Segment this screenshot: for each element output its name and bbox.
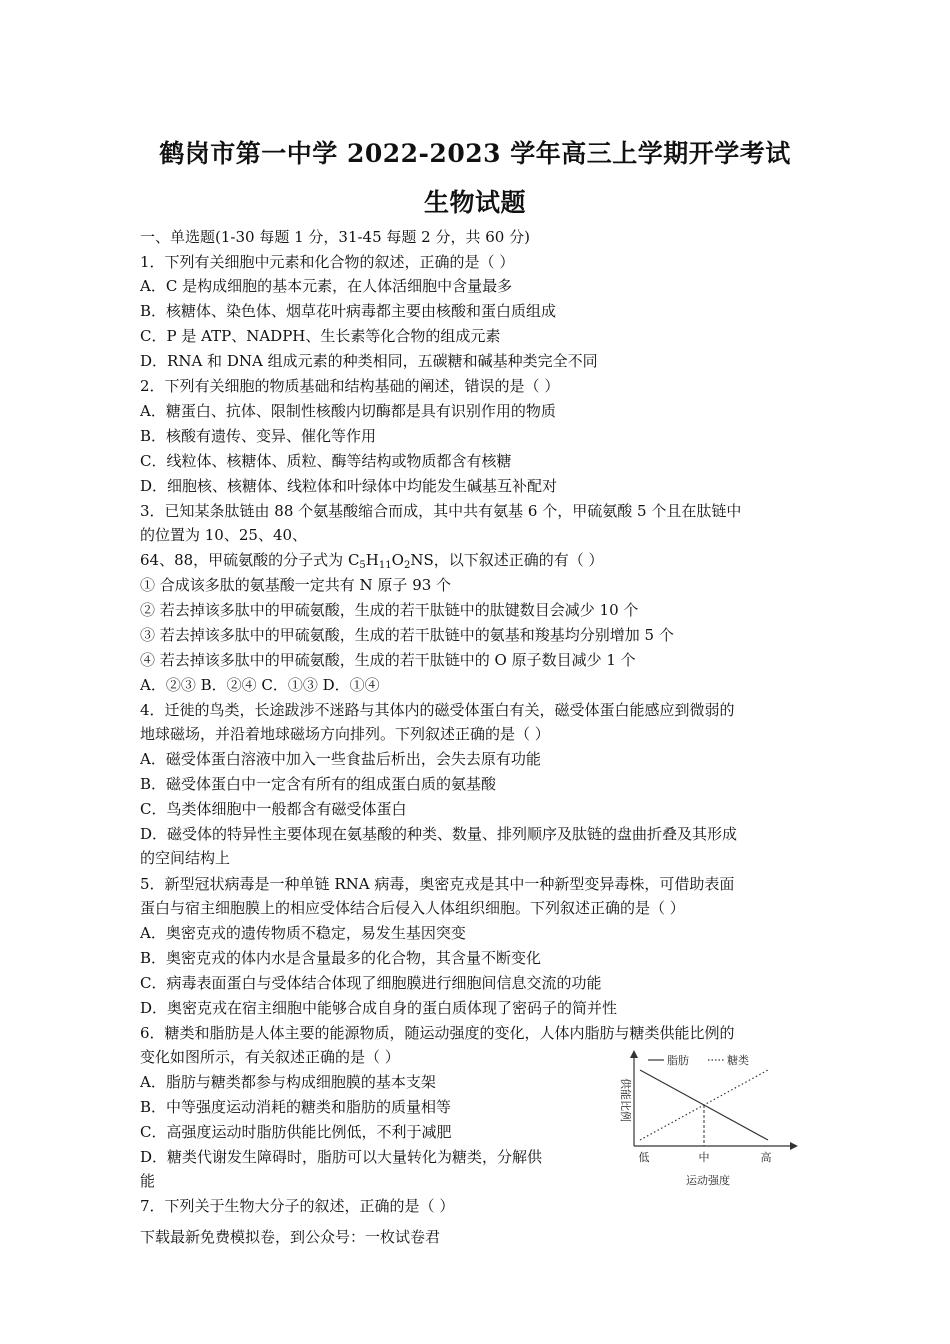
q3-formula-prefix: 64、88，甲硫氨酸的分子式为 C (140, 551, 360, 569)
q6-option-b: B．中等强度运动消耗的糖类和脂肪的质量相等 (140, 1098, 452, 1116)
x-axis-arrow (790, 1142, 798, 1150)
x-tick-label: 中 (698, 1151, 710, 1164)
q3-formula-suffix: NS，以下叙述正确的有（ ） (410, 551, 604, 569)
exam-subtitle: 生物试题 (423, 188, 526, 217)
formula-element: O (391, 551, 404, 569)
q4-option-d-line2: 的空间结构上 (140, 849, 231, 867)
q6-stem-line2: 变化如图所示，有关叙述正确的是（ ） (140, 1048, 400, 1066)
formula-subscript: 2 (403, 560, 411, 571)
legend-sugar: 糖类 (727, 1054, 749, 1067)
q4-option-a: A．磁受体蛋白溶液中加入一些食盐后析出，会失去原有功能 (140, 750, 541, 768)
q5-option-c: C．病毒表面蛋白与受体结合体现了细胞膜进行细胞间信息交流的功能 (140, 974, 602, 992)
tick-layer (639, 1150, 772, 1164)
q1-option-a: A．C 是构成细胞的基本元素，在人体活细胞中含量最多 (140, 277, 513, 295)
formula-subscript: 11 (378, 560, 392, 571)
q5-option-d: D．奥密克戎在宿主细胞中能够合成自身的蛋白质体现了密码子的简并性 (140, 999, 618, 1017)
section-header: 一、单选题(1-30 每题 1 分，31-45 每题 2 分，共 60 分) (140, 228, 530, 246)
q6-stem-line1: 6．糖类和脂肪是人体主要的能源物质，随运动强度的变化，人体内脂肪与糖类供能比例的 (140, 1024, 735, 1042)
energy-supply-chart (612, 1048, 812, 1193)
q2-option-c: C．线粒体、核糖体、质粒、酶等结构或物质都含有核糖 (140, 452, 512, 470)
q6-option-d-line1: D．糖类代谢发生障碍时，脂肪可以大量转化为糖类，分解供 (140, 1148, 543, 1166)
footer-note: 下载最新免费模拟卷，到公众号：一枚试卷君 (140, 1228, 441, 1246)
q3-options: A．②③ B．②④ C．①③ D．①④ (140, 676, 380, 694)
formula-element: H (365, 551, 379, 569)
q5-option-a: A．奥密克戎的遗传物质不稳定，易发生基因突变 (140, 924, 466, 942)
q6-option-c: C．高强度运动时脂肪供能比例低，不利于减肥 (140, 1123, 452, 1141)
q2-option-b: B．核酸有遗传、变异、催化等作用 (140, 427, 377, 445)
q2-option-d: D．细胞核、核糖体、线粒体和叶绿体中均能发生碱基互补配对 (140, 477, 558, 495)
series-layer (640, 1070, 768, 1146)
q4-stem-line1: 4．迁徙的鸟类，长途跋涉不迷路与其体内的磁受体蛋白有关，磁受体蛋白能感应到微弱的 (140, 701, 735, 719)
q4-option-b: B．磁受体蛋白中一定含有所有的组成蛋白质的氨基酸 (140, 775, 497, 793)
q7-stem: 7．下列关于生物大分子的叙述，正确的是（ ） (140, 1197, 455, 1215)
x-tick-label: 高 (760, 1151, 772, 1164)
legend-fat: 脂肪 (667, 1054, 689, 1067)
q1-option-b: B．核糖体、染色体、烟草花叶病毒都主要由核酸和蛋白质组成 (140, 302, 557, 320)
exam-title: 鹤岗市第一中学 2022-2023 学年高三上学期开学考试 (159, 139, 791, 168)
q3-statement-4: ④ 若去掉该多肽中的甲硫氨酸，生成的若干肽链中的 O 原子数目减少 1 个 (140, 651, 636, 669)
q4-option-d-line1: D．磁受体的特异性主要体现在氨基酸的种类、数量、排列顺序及肽链的盘曲折叠及其形成 (140, 825, 738, 843)
q3-stem-line2: 的位置为 10、25、40、 (140, 526, 308, 544)
q3-statement-1: ① 合成该多肽的氨基酸一定共有 N 原子 93 个 (140, 576, 452, 594)
q6-option-a: A．脂肪与糖类都参与构成细胞膜的基本支架 (140, 1073, 436, 1091)
q3-stem-line1: 3．已知某条肽链由 88 个氨基酸缩合而成，其中共有氨基 6 个，甲硫氨酸 5 个且在肽链中 (140, 502, 742, 520)
x-tick-label: 低 (638, 1151, 650, 1164)
q4-option-c: C．鸟类体细胞中一般都含有磁受体蛋白 (140, 800, 407, 818)
q5-stem-line1: 5．新型冠状病毒是一种单链 RNA 病毒，奥密克戎是其中一种新型变异毒株，可借助表面 (140, 875, 735, 893)
y-axis-arrow (630, 1050, 638, 1058)
q1-option-c: C．P 是 ATP、NADPH、生长素等化合物的组成元素 (140, 327, 501, 345)
q4-stem-line2: 地球磁场，并沿着地球磁场方向排列。下列叙述正确的是（ ） (140, 725, 550, 743)
q3-statement-3: ③ 若去掉该多肽中的甲硫氨酸，生成的若干肽链中的氨基和羧基均分别增加 5 个 (140, 626, 674, 644)
q5-option-b: B．奥密克戎的体内水是含量最多的化合物，其含量不断变化 (140, 949, 542, 967)
q1-option-d: D．RNA 和 DNA 组成元素的种类相同，五碳糖和碱基种类完全不同 (140, 352, 598, 370)
q2-option-a: A．糖蛋白、抗体、限制性核酸内切酶都是具有识别作用的物质 (140, 402, 556, 420)
q5-stem-line2: 蛋白与宿主细胞膜上的相应受体结合后侵入人体组织细胞。下列叙述正确的是（ ） (140, 899, 685, 917)
q6-option-d-line2: 能 (140, 1172, 156, 1190)
y-axis-label: 供能比例 (619, 1078, 632, 1122)
q1-stem: 1．下列有关细胞中元素和化合物的叙述，正确的是（ ） (140, 253, 515, 271)
q3-stem-line3 (140, 549, 603, 577)
x-axis-label: 运动强度 (686, 1174, 730, 1187)
q3-statement-2: ② 若去掉该多肽中的甲硫氨酸，生成的若干肽链中的肽键数目会减少 10 个 (140, 601, 639, 619)
formula-subscript: 5 (359, 560, 366, 571)
q2-stem: 2．下列有关细胞的物质基础和结构基础的阐述，错误的是（ ） (140, 377, 560, 395)
